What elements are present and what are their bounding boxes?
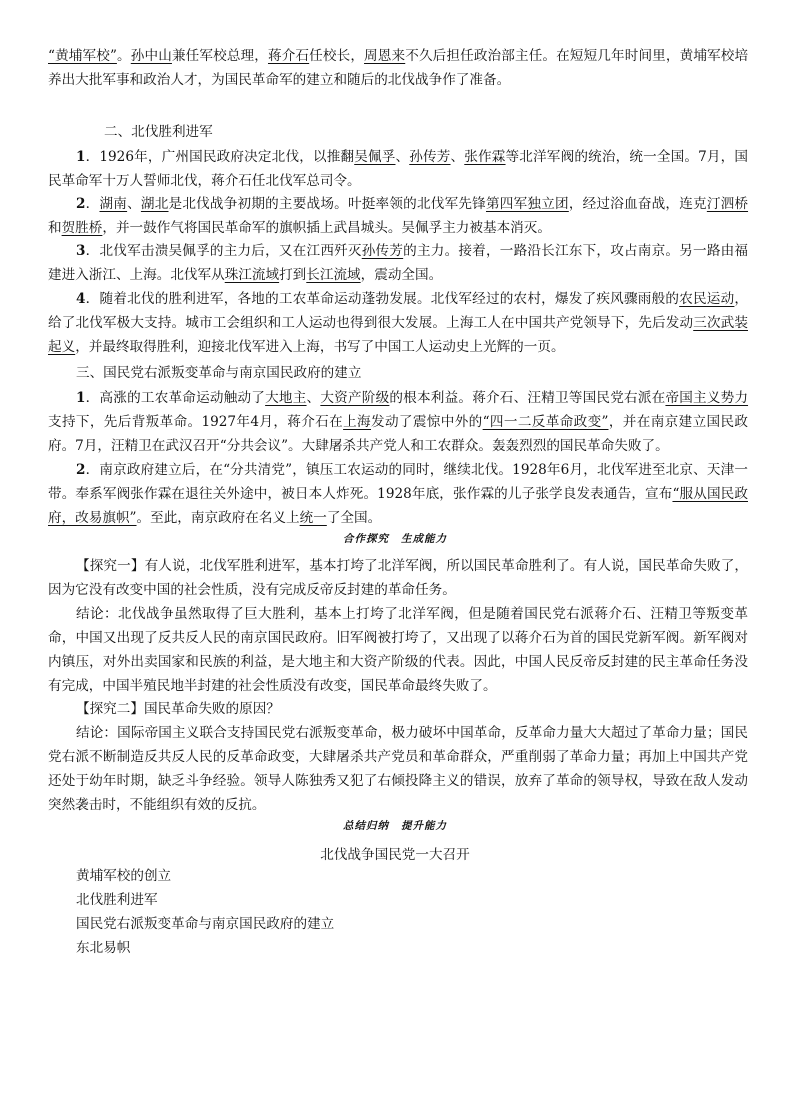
text: ．1926年，广州国民政府决定北伐，以推翻 — [85, 149, 355, 165]
section-heading-2: 二、北伐胜利进军 — [104, 124, 213, 140]
divider-text: 总结归纳 — [343, 820, 389, 832]
section2-item-4 — [48, 287, 748, 359]
item-number: 4 — [76, 291, 86, 307]
explore-1-question — [48, 554, 748, 602]
text: ，给了北伐军极大支持。城市工会组织和工人运动也得到很大发展。上海工人在中国共产党领导下，先后发动 — [48, 291, 749, 331]
text: 不久后担任政治部主任。在短短几年时间里，黄埔军校培养出大批军事和政治人才，为国民革命军的建立和随后的北伐战争作了准备。 — [48, 48, 749, 88]
text: ． — [85, 196, 100, 212]
divider-text: 合作探究 — [343, 533, 389, 545]
text: 发动了震惊中外的 — [371, 414, 483, 430]
term: 珠江流域 — [224, 267, 280, 283]
text: 等北洋军阀的统治，统一全国。7月，国民革命军十万人誓师北伐，蒋介石任北伐军总司令。 — [48, 149, 749, 189]
item-number: 1 — [76, 149, 86, 165]
text: 的根本利益。蒋介石、汪精卫等国民党右派在 — [389, 390, 666, 406]
term: 湖北 — [140, 196, 169, 212]
text: 任校长， — [309, 48, 365, 64]
divider-text: 生成能力 — [401, 533, 447, 545]
explore-1-conclusion: 结论：北伐战争虽然取得了巨大胜利，基本上打垮了北洋军阀，但是随着国民党右派蒋介石、汪精卫等叛变革命，中国又出现了反共反人民的南京国民政府。旧军阀被打垮了，又出现了以蒋介石为首的国民党新军阀。新军阀对内镇压，对外出卖国家和民族的利益，是大地主和大资产阶级的代表。因此，中国人民反帝反封建的民主革命任务没有完成，中国半殖民地半封建的社会性质没有改变，国民革命最终失败了。 — [48, 606, 748, 694]
text: 。至此，南京政府在名义上 — [136, 510, 300, 526]
term-zhou-enlai: 周恩来 — [364, 48, 406, 64]
summary-item: 黄埔军校的创立 — [76, 868, 172, 884]
divider-summary — [0, 818, 790, 833]
divider-text: 提升能力 — [401, 820, 447, 832]
text: ，震动全国。 — [360, 267, 443, 283]
term: 农民运动 — [679, 291, 735, 307]
term: 张作霖 — [464, 149, 506, 165]
text: ，并在南京建立国民政府。7月，汪精卫在武汉召开“分共会议”。大肆屠杀共产党人和工农群众。轰轰烈烈的国民革命失败了。 — [48, 414, 749, 454]
section2-item-1 — [48, 145, 748, 193]
term: “服从国民政府，改易旗帜” — [48, 486, 748, 526]
text: 了全国。 — [326, 510, 382, 526]
section-heading-3: 三、国民党右派叛变革命与南京国民政府的建立 — [76, 365, 362, 381]
term: 吴佩孚 — [354, 149, 396, 165]
intro-paragraph — [48, 44, 748, 92]
section2-item-2 — [48, 192, 748, 240]
term: 第四军独立团 — [485, 196, 569, 212]
term: 三次武装起义 — [48, 315, 748, 355]
term: 湖南 — [99, 196, 128, 212]
text: 。 — [116, 48, 131, 64]
text: 兼任军校总理， — [171, 48, 268, 64]
term: “四一二反革命政变” — [482, 414, 609, 430]
item-number: 2 — [76, 196, 86, 212]
term: 贺胜桥 — [61, 220, 103, 236]
text: ，并一鼓作气将国民革命军的旗帜插上武昌城头。吴佩孚主力被基本消灭。 — [102, 220, 551, 236]
summary-item: 国民党右派叛变革命与南京国民政府的建立 — [76, 916, 335, 932]
item-number: 3 — [76, 243, 86, 259]
text: ，经过浴血奋战，连克 — [568, 196, 707, 212]
text: ．高涨的工农革命运动触动了 — [85, 390, 266, 406]
term: 孙传芳 — [361, 243, 404, 259]
term: 孙传芳 — [409, 149, 451, 165]
summary-item: 东北易帜 — [76, 940, 131, 956]
explore-label: 【探究二】 — [76, 701, 144, 717]
term: 上海 — [343, 414, 371, 430]
section2-item-3 — [48, 239, 748, 287]
text: 、 — [127, 196, 141, 212]
text: ．随着北伐的胜利进军，各地的工农革命运动蓬勃发展。北伐军经过的农村，爆发了疾风骤雨般的 — [85, 291, 680, 307]
item-number: 2 — [76, 462, 86, 478]
text: 国民革命失败的原因？ — [143, 701, 280, 717]
term-sun-zhongshan: 孙中山 — [130, 48, 172, 64]
explore-2-question — [48, 697, 748, 721]
text: 有人说，北伐军胜利进军，基本打垮了北洋军阀，所以国民革命胜利了。有人说，国民革命失败了，因为它没有改变中国的社会性质，没有完成反帝反封建的革命任务。 — [48, 558, 749, 598]
term: 统一 — [299, 510, 327, 526]
text: 支持下，先后背叛革命。1927年4月，蒋介石在 — [48, 414, 344, 430]
term: 帝国主义势力 — [665, 390, 749, 406]
term: 大地主 — [265, 390, 307, 406]
text: ．南京政府建立后，在“分共清党”，镇压工农运动的同时，继续北伐。1928年6月，北伐军进至北京、天津一带。奉系军阀张作霖在退往关外途中，被日本人炸死。1928年底，张作霖的儿子张学良发表通告，宣布 — [48, 462, 748, 502]
explore-2-conclusion: 结论：国际帝国主义联合支持国民党右派叛变革命，极力破坏中国革命，反革命力量大大超过了革命力量；国民党右派不断制造反共反人民的反革命政变，大肆屠杀共产党员和革命群众，严重削弱了革命力量；再加上中国共产党还处于幼年时期，缺乏斗争经验。领导人陈独秀又犯了右倾投降主义的错误，放弃了革命的领导权，导致在敌人发动突然袭击时，不能组织有效的反抗。 — [48, 725, 748, 813]
term: 长江流域 — [306, 267, 361, 283]
text: 是北伐战争初期的主要战场。叶挺率领的北伐军先锋 — [168, 196, 486, 212]
text: ，并最终取得胜利，迎接北伐军进入上海，书写了中国工人运动史上光辉的一页。 — [75, 339, 565, 355]
term: 大资产阶级 — [320, 390, 390, 406]
term-jiang-jieshi: 蒋介石 — [267, 48, 310, 64]
text: 、 — [395, 149, 410, 165]
text: 和 — [48, 220, 62, 236]
text: 、 — [450, 149, 465, 165]
divider-cooperative-inquiry — [0, 531, 790, 546]
section3-item-2 — [48, 458, 748, 530]
term: 汀泗桥 — [706, 196, 749, 212]
text: 打到 — [279, 267, 307, 283]
text: ．北伐军击溃吴佩孚的主力后，又在江西歼灭 — [85, 243, 362, 259]
summary-item: 北伐胜利进军 — [76, 892, 158, 908]
text: 的主力。接着，一路沿长江东下，攻占南京。另一路由福建进入浙江、上海。北伐军从 — [48, 243, 749, 283]
summary-title: 北伐战争国民党一大召开 — [320, 847, 470, 863]
item-number: 1 — [76, 390, 86, 406]
explore-label: 【探究一】 — [76, 558, 145, 574]
text: 、 — [306, 390, 321, 406]
term-huangpu: “黄埔军校” — [48, 48, 117, 64]
section3-item-1 — [48, 386, 748, 458]
